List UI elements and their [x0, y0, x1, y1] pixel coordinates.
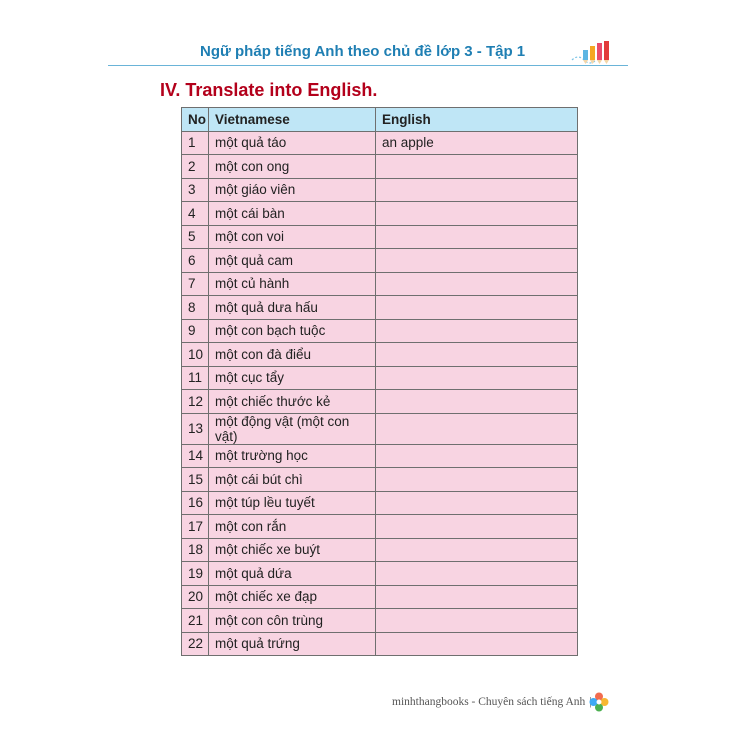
- table-row: [182, 202, 578, 226]
- row-number: 13: [182, 413, 209, 444]
- english-answer-cell[interactable]: [376, 366, 578, 390]
- row-number: 20: [182, 585, 209, 609]
- vietnamese-phrase: một động vật (một con vật): [209, 413, 376, 444]
- vietnamese-phrase: một con voi: [209, 225, 376, 249]
- header-divider: [108, 65, 628, 66]
- english-answer-cell[interactable]: [376, 468, 578, 492]
- table-row: [182, 225, 578, 249]
- vietnamese-phrase: một củ hành: [209, 272, 376, 296]
- table-row: [182, 491, 578, 515]
- row-number: 1: [182, 131, 209, 155]
- english-answer-cell[interactable]: [376, 296, 578, 320]
- table-row: [182, 178, 578, 202]
- table-row: [182, 444, 578, 468]
- footer-publisher: minhthangbooks - Chuyên sách tiếng Anh: [392, 696, 586, 708]
- vietnamese-phrase: một chiếc xe buýt: [209, 538, 376, 562]
- english-answer-cell[interactable]: [376, 272, 578, 296]
- header-vietnamese: Vietnamese: [209, 108, 376, 132]
- vietnamese-phrase: một chiếc thước kẻ: [209, 390, 376, 414]
- table-row: [182, 562, 578, 586]
- translation-table: [181, 107, 578, 656]
- header-title: Ngữ pháp tiếng Anh theo chủ đề lớp 3 - Tập 1: [200, 43, 526, 60]
- english-answer-cell[interactable]: [376, 491, 578, 515]
- english-answer-cell[interactable]: [376, 390, 578, 414]
- row-number: 12: [182, 390, 209, 414]
- row-number: 17: [182, 515, 209, 539]
- row-number: 7: [182, 272, 209, 296]
- english-answer-cell[interactable]: [376, 202, 578, 226]
- row-number: 5: [182, 225, 209, 249]
- english-answer-cell[interactable]: [376, 155, 578, 179]
- english-answer-cell[interactable]: [376, 632, 578, 656]
- row-number: 16: [182, 491, 209, 515]
- english-answer-cell[interactable]: [376, 515, 578, 539]
- vietnamese-phrase: một con ong: [209, 155, 376, 179]
- vietnamese-phrase: một con đà điểu: [209, 343, 376, 367]
- row-number: 21: [182, 609, 209, 633]
- english-answer-cell[interactable]: an apple: [376, 131, 578, 155]
- table-row: [182, 632, 578, 656]
- vietnamese-phrase: một cục tẩy: [209, 366, 376, 390]
- vietnamese-phrase: một quả táo: [209, 131, 376, 155]
- section-title: IV. Translate into English.: [160, 80, 378, 100]
- row-number: 15: [182, 468, 209, 492]
- table-row: [182, 585, 578, 609]
- row-number: 8: [182, 296, 209, 320]
- table-row: [182, 155, 578, 179]
- table-header-row: [182, 108, 578, 132]
- row-number: 9: [182, 319, 209, 343]
- english-answer-cell[interactable]: [376, 413, 578, 444]
- table-row: [182, 413, 578, 444]
- table-row: [182, 131, 578, 155]
- pencils-icon: [570, 40, 616, 66]
- vietnamese-phrase: một quả trứng: [209, 632, 376, 656]
- english-answer-cell[interactable]: [376, 585, 578, 609]
- vietnamese-phrase: một quả dưa hấu: [209, 296, 376, 320]
- vietnamese-phrase: một cái bút chì: [209, 468, 376, 492]
- row-number: 11: [182, 366, 209, 390]
- vietnamese-phrase: một con côn trùng: [209, 609, 376, 633]
- table-row: [182, 515, 578, 539]
- row-number: 3: [182, 178, 209, 202]
- table-row: [182, 609, 578, 633]
- english-answer-cell[interactable]: [376, 609, 578, 633]
- table-row: [182, 538, 578, 562]
- table-row: [182, 390, 578, 414]
- row-number: 18: [182, 538, 209, 562]
- english-answer-cell[interactable]: [376, 343, 578, 367]
- table-row: [182, 296, 578, 320]
- table-row: [182, 319, 578, 343]
- english-answer-cell[interactable]: [376, 225, 578, 249]
- english-answer-cell[interactable]: [376, 178, 578, 202]
- english-answer-cell[interactable]: [376, 562, 578, 586]
- table-row: [182, 249, 578, 273]
- row-number: 22: [182, 632, 209, 656]
- row-number: 4: [182, 202, 209, 226]
- english-answer-cell[interactable]: [376, 249, 578, 273]
- table-row: [182, 343, 578, 367]
- table-row: [182, 366, 578, 390]
- table-row: [182, 468, 578, 492]
- english-answer-cell[interactable]: [376, 444, 578, 468]
- vietnamese-phrase: một quả dứa: [209, 562, 376, 586]
- row-number: 14: [182, 444, 209, 468]
- vietnamese-phrase: một túp lều tuyết: [209, 491, 376, 515]
- vietnamese-phrase: một con rắn: [209, 515, 376, 539]
- vietnamese-phrase: một giáo viên: [209, 178, 376, 202]
- row-number: 6: [182, 249, 209, 273]
- vietnamese-phrase: một quả cam: [209, 249, 376, 273]
- row-number: 10: [182, 343, 209, 367]
- vietnamese-phrase: một chiếc xe đạp: [209, 585, 376, 609]
- flower-logo-icon: [589, 692, 609, 712]
- header-no: No: [182, 108, 209, 132]
- english-answer-cell[interactable]: [376, 319, 578, 343]
- vietnamese-phrase: một cái bàn: [209, 202, 376, 226]
- header-english: English: [376, 108, 578, 132]
- vietnamese-phrase: một trường học: [209, 444, 376, 468]
- row-number: 2: [182, 155, 209, 179]
- vietnamese-phrase: một con bạch tuộc: [209, 319, 376, 343]
- footer: [392, 696, 602, 708]
- english-answer-cell[interactable]: [376, 538, 578, 562]
- table-row: [182, 272, 578, 296]
- row-number: 19: [182, 562, 209, 586]
